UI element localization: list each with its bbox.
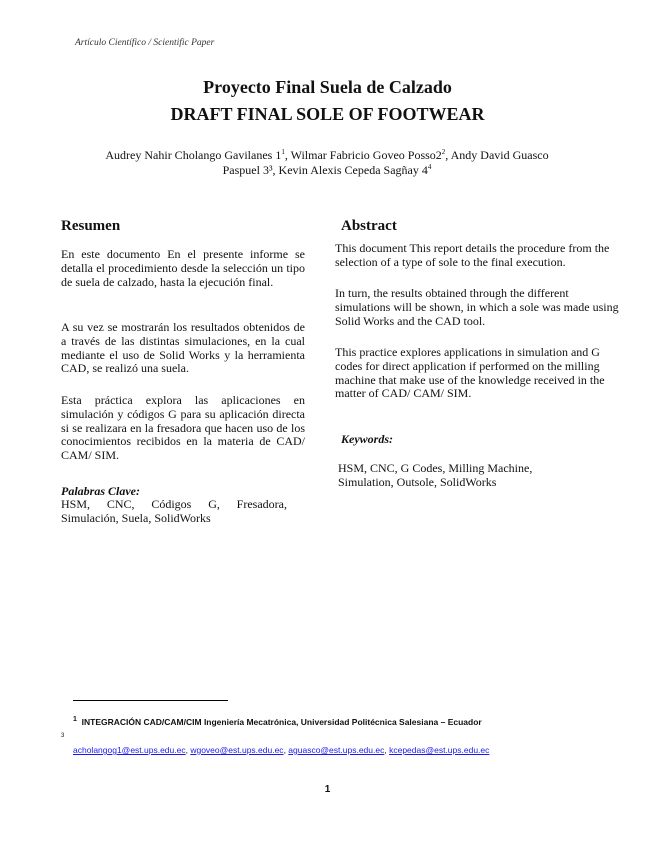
email-link-4[interactable]: kcepedas@est.ups.edu.ec xyxy=(389,745,490,755)
footnote-3-marker: 3 xyxy=(61,733,65,739)
author-1: Audrey Nahir Cholango Gavilanes 1 xyxy=(105,148,282,162)
email-link-3[interactable]: aguasco@est.ups.edu.ec xyxy=(288,745,385,755)
abstract-paragraph-3: This practice explores applications in simulation and G codes for direct application if performed on the milling machine that make use of the knowledge received in the matter of CAD/ CAM/ SIM. xyxy=(335,345,605,401)
title-spanish: Proyecto Final Suela de Calzado xyxy=(203,77,452,97)
author-3-4: Paspuel 3³, Kevin Alexis Cepeda Sagñay 4 xyxy=(222,163,428,177)
keywords-text: HSM, CNC, G Codes, Milling Machine, Simulation, Outsole, SolidWorks xyxy=(338,461,533,489)
resumen-heading: Resumen xyxy=(61,218,121,234)
author-3: , Andy David Guasco xyxy=(445,148,549,162)
page-number: 1 xyxy=(324,784,331,795)
resumen-paragraph-3: Esta práctica explora las aplicaciones en simulación y códigos G para su aplicación directa si se realizara en la fresadora que hacen uso de los conocimientos recibidos en la materia de CAD/ CAM/ SIM. xyxy=(61,393,305,463)
authors xyxy=(62,148,592,178)
header-note: Artículo Científico / Scientific Paper xyxy=(75,38,215,48)
abstract-paragraph-2: In turn, the results obtained through the different simulations will be shown, in which a sole was made using Solid Works and the CAD tool. xyxy=(335,286,619,328)
palabras-clave-label: Palabras Clave: xyxy=(61,484,140,498)
footnote-affiliation xyxy=(73,717,482,727)
abstract-paragraph-1: This document This report details the procedure from the selection of a type of sole to the final execution. xyxy=(335,241,610,269)
affiliation-text: INTEGRACIÓN CAD/CAM/CIM Ingeniería Mecatrónica, Universidad Politécnica Salesiana – Ecuador xyxy=(81,717,482,727)
author-2-sup: 2 xyxy=(441,148,446,156)
author-4-sup: 4 xyxy=(427,163,432,171)
abstract-heading: Abstract xyxy=(341,218,397,234)
keywords-label: Keywords: xyxy=(341,432,393,446)
resumen-paragraph-1: En este documento En el presente informe se detalla el procedimiento desde la selección un tipo de suela de calzado, hasta la ejecución final. xyxy=(61,247,305,289)
footnote-emails: acholangog1@est.ups.edu.ec, wgoveo@est.ups.edu.ec, aguasco@est.ups.edu.ec, kcepedas@est.ups.edu.ec xyxy=(73,745,490,755)
email-link-1[interactable]: acholangog1@est.ups.edu.ec xyxy=(73,745,186,755)
email-link-2[interactable]: wgoveo@est.ups.edu.ec xyxy=(190,745,284,755)
author-2: , Wilmar Fabricio Goveo Posso2 xyxy=(284,148,442,162)
resumen-paragraph-2: A su vez se mostrarán los resultados obtenidos de a través de las distintas simulaciones, en la cual mediante el uso de Solid Works y la herramienta CAD, se realizó una suela. xyxy=(61,320,305,376)
footnote-1-sup: 1 xyxy=(73,716,77,724)
title-english: DRAFT FINAL SOLE OF FOOTWEAR xyxy=(170,104,485,124)
author-1-sup: 1 xyxy=(281,148,285,156)
footnote-separator xyxy=(73,700,228,701)
palabras-clave-text: HSM, CNC, Códigos G, Fresadora, Simulación, Suela, SolidWorks xyxy=(61,497,287,525)
